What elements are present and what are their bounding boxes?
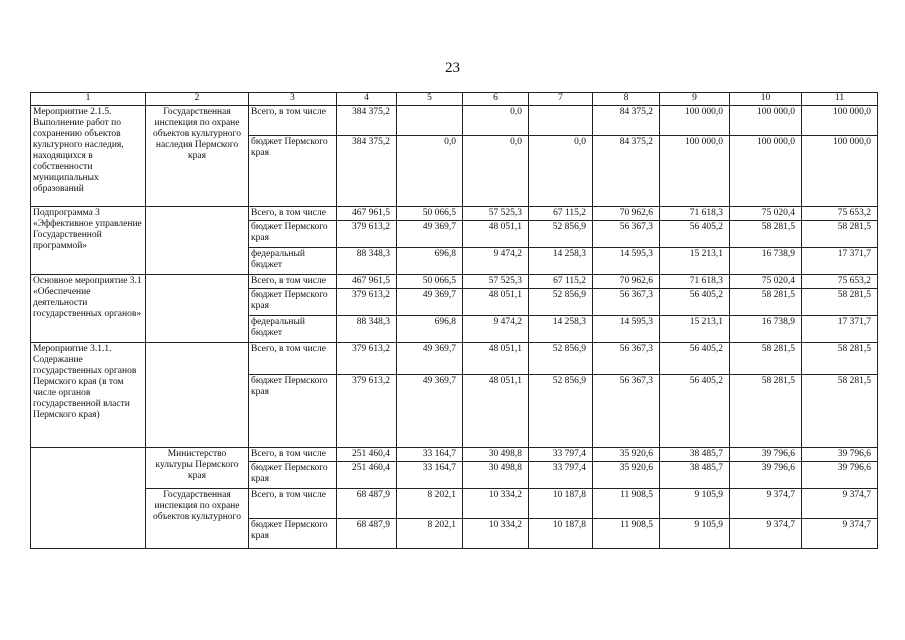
value-cell: 39 796,6: [802, 448, 878, 462]
header-row: [31, 93, 878, 106]
funding-type: федеральный бюджет: [249, 316, 337, 343]
value-cell: 58 281,5: [730, 221, 802, 248]
funding-type: бюджет Пермского края: [249, 519, 337, 549]
value-cell: 16 738,9: [730, 316, 802, 343]
page-number: 23: [445, 60, 460, 76]
value-cell: 48 051,1: [463, 375, 529, 448]
value-cell: 30 498,8: [463, 448, 529, 462]
value-cell: 52 856,9: [529, 221, 593, 248]
value-cell: 696,8: [397, 248, 463, 275]
value-cell: 16 738,9: [730, 248, 802, 275]
value-cell: 9 474,2: [463, 316, 529, 343]
value-cell: 30 498,8: [463, 462, 529, 489]
header-cell: 10: [730, 93, 802, 106]
budget-table: [30, 92, 878, 549]
value-cell: 39 796,6: [730, 462, 802, 489]
value-cell: 58 281,5: [802, 375, 878, 448]
value-cell: 70 962,6: [593, 207, 660, 221]
value-cell: 84 375,2: [593, 136, 660, 207]
measure-title: Подпрограмма 3 «Эффективное управление Государственной программой»: [31, 207, 146, 275]
value-cell: 58 281,5: [802, 221, 878, 248]
value-cell: 379 613,2: [337, 343, 397, 375]
value-cell: 35 920,6: [593, 462, 660, 489]
value-cell: 100 000,0: [730, 106, 802, 136]
value-cell: 9 105,9: [660, 489, 730, 519]
value-cell: 10 334,2: [463, 519, 529, 549]
value-cell: 58 281,5: [730, 289, 802, 316]
value-cell: 49 369,7: [397, 343, 463, 375]
table-body: [31, 93, 878, 549]
value-cell: 379 613,2: [337, 221, 397, 248]
value-cell: 0,0: [463, 106, 529, 136]
value-cell: 58 281,5: [730, 343, 802, 375]
value-cell: 9 105,9: [660, 519, 730, 549]
value-cell: 0,0: [529, 136, 593, 207]
value-cell: 8 202,1: [397, 519, 463, 549]
value-cell: 75 653,2: [802, 275, 878, 289]
value-cell: 17 371,7: [802, 248, 878, 275]
funding-type: Всего, в том числе: [249, 207, 337, 221]
value-cell: 49 369,7: [397, 289, 463, 316]
value-cell: 39 796,6: [730, 448, 802, 462]
value-cell: 75 020,4: [730, 207, 802, 221]
value-cell: 14 595,3: [593, 316, 660, 343]
value-cell: 50 066,5: [397, 207, 463, 221]
value-cell: 696,8: [397, 316, 463, 343]
table-row: [31, 275, 878, 289]
header-cell: 3: [249, 93, 337, 106]
value-cell: 56 367,3: [593, 221, 660, 248]
value-cell: 67 115,2: [529, 275, 593, 289]
header-cell: 7: [529, 93, 593, 106]
value-cell: 49 369,7: [397, 221, 463, 248]
executor: Государственная инспекция по охране объектов культурного наследия Пермского края: [146, 106, 249, 207]
value-cell: 384 375,2: [337, 106, 397, 136]
value-cell: 251 460,4: [337, 448, 397, 462]
value-cell: 57 525,3: [463, 207, 529, 221]
value-cell: 10 187,8: [529, 519, 593, 549]
measure-title: [31, 448, 146, 549]
value-cell: 50 066,5: [397, 275, 463, 289]
header-cell: 5: [397, 93, 463, 106]
value-cell: 56 405,2: [660, 343, 730, 375]
table-row: [31, 343, 878, 375]
value-cell: 56 367,3: [593, 343, 660, 375]
value-cell: [397, 106, 463, 136]
table-row: [31, 448, 878, 462]
funding-type: Всего, в том числе: [249, 448, 337, 462]
executor: [146, 343, 249, 448]
value-cell: 68 487,9: [337, 489, 397, 519]
value-cell: 52 856,9: [529, 343, 593, 375]
value-cell: 15 213,1: [660, 316, 730, 343]
value-cell: 9 374,7: [730, 519, 802, 549]
value-cell: 56 367,3: [593, 375, 660, 448]
value-cell: 100 000,0: [802, 106, 878, 136]
header-cell: 1: [31, 93, 146, 106]
value-cell: 100 000,0: [730, 136, 802, 207]
value-cell: 67 115,2: [529, 207, 593, 221]
funding-type: бюджет Пермского края: [249, 289, 337, 316]
measure-title: Мероприятие 2.1.5. Выполнение работ по сохранению объектов культурного наследия, находящихся в собственности муниципальных образований: [31, 106, 146, 207]
value-cell: 379 613,2: [337, 289, 397, 316]
value-cell: 35 920,6: [593, 448, 660, 462]
value-cell: 251 460,4: [337, 462, 397, 489]
value-cell: 467 961,5: [337, 207, 397, 221]
value-cell: 52 856,9: [529, 375, 593, 448]
header-cell: 9: [660, 93, 730, 106]
value-cell: 38 485,7: [660, 462, 730, 489]
value-cell: 11 908,5: [593, 489, 660, 519]
value-cell: 0,0: [463, 136, 529, 207]
value-cell: 33 164,7: [397, 462, 463, 489]
value-cell: 75 653,2: [802, 207, 878, 221]
funding-type: Всего, в том числе: [249, 106, 337, 136]
measure-title: Основное мероприятие 3.1 «Обеспечение деятельности государственных органов»: [31, 275, 146, 343]
header-cell: 4: [337, 93, 397, 106]
value-cell: 100 000,0: [660, 136, 730, 207]
funding-type: Всего, в том числе: [249, 489, 337, 519]
value-cell: 10 334,2: [463, 489, 529, 519]
value-cell: 75 020,4: [730, 275, 802, 289]
header-cell: 6: [463, 93, 529, 106]
value-cell: 14 258,3: [529, 248, 593, 275]
value-cell: 15 213,1: [660, 248, 730, 275]
value-cell: 48 051,1: [463, 221, 529, 248]
funding-type: федеральный бюджет: [249, 248, 337, 275]
value-cell: 84 375,2: [593, 106, 660, 136]
funding-type: Всего, в том числе: [249, 275, 337, 289]
funding-type: Всего, в том числе: [249, 343, 337, 375]
funding-type: бюджет Пермского края: [249, 136, 337, 207]
value-cell: 100 000,0: [802, 136, 878, 207]
value-cell: 58 281,5: [802, 343, 878, 375]
value-cell: 48 051,1: [463, 343, 529, 375]
value-cell: 52 856,9: [529, 289, 593, 316]
value-cell: 0,0: [397, 136, 463, 207]
executor: [146, 207, 249, 275]
value-cell: 68 487,9: [337, 519, 397, 549]
value-cell: 71 618,3: [660, 207, 730, 221]
value-cell: 88 348,3: [337, 316, 397, 343]
executor: Государственная инспекция по охране объектов культурного: [146, 489, 249, 549]
value-cell: 71 618,3: [660, 275, 730, 289]
header-cell: 8: [593, 93, 660, 106]
value-cell: 56 405,2: [660, 221, 730, 248]
value-cell: 70 962,6: [593, 275, 660, 289]
funding-type: бюджет Пермского края: [249, 221, 337, 248]
value-cell: 49 369,7: [397, 375, 463, 448]
value-cell: 10 187,8: [529, 489, 593, 519]
value-cell: 33 797,4: [529, 448, 593, 462]
value-cell: 48 051,1: [463, 289, 529, 316]
value-cell: 57 525,3: [463, 275, 529, 289]
value-cell: 9 374,7: [802, 489, 878, 519]
value-cell: 8 202,1: [397, 489, 463, 519]
header-cell: 11: [802, 93, 878, 106]
measure-title: Мероприятие 3.1.1. Содержание государственных органов Пермского края (в том числе органов государственной власти Пермского края): [31, 343, 146, 448]
table-row: [31, 106, 878, 136]
executor: [146, 275, 249, 343]
value-cell: 9 374,7: [802, 519, 878, 549]
value-cell: 467 961,5: [337, 275, 397, 289]
table-row: [31, 207, 878, 221]
value-cell: 384 375,2: [337, 136, 397, 207]
value-cell: 9 374,7: [730, 489, 802, 519]
value-cell: 33 164,7: [397, 448, 463, 462]
value-cell: 38 485,7: [660, 448, 730, 462]
funding-type: бюджет Пермского края: [249, 375, 337, 448]
value-cell: 33 797,4: [529, 462, 593, 489]
table-row: [31, 489, 878, 519]
header-cell: 2: [146, 93, 249, 106]
value-cell: 14 595,3: [593, 248, 660, 275]
value-cell: 88 348,3: [337, 248, 397, 275]
value-cell: 58 281,5: [730, 375, 802, 448]
value-cell: 379 613,2: [337, 375, 397, 448]
value-cell: 56 405,2: [660, 375, 730, 448]
executor: Министерство культуры Пермского края: [146, 448, 249, 489]
value-cell: 11 908,5: [593, 519, 660, 549]
value-cell: 58 281,5: [802, 289, 878, 316]
value-cell: 100 000,0: [660, 106, 730, 136]
value-cell: 14 258,3: [529, 316, 593, 343]
value-cell: [529, 106, 593, 136]
value-cell: 56 367,3: [593, 289, 660, 316]
funding-type: бюджет Пермского края: [249, 462, 337, 489]
value-cell: 9 474,2: [463, 248, 529, 275]
value-cell: 17 371,7: [802, 316, 878, 343]
value-cell: 56 405,2: [660, 289, 730, 316]
value-cell: 39 796,6: [802, 462, 878, 489]
